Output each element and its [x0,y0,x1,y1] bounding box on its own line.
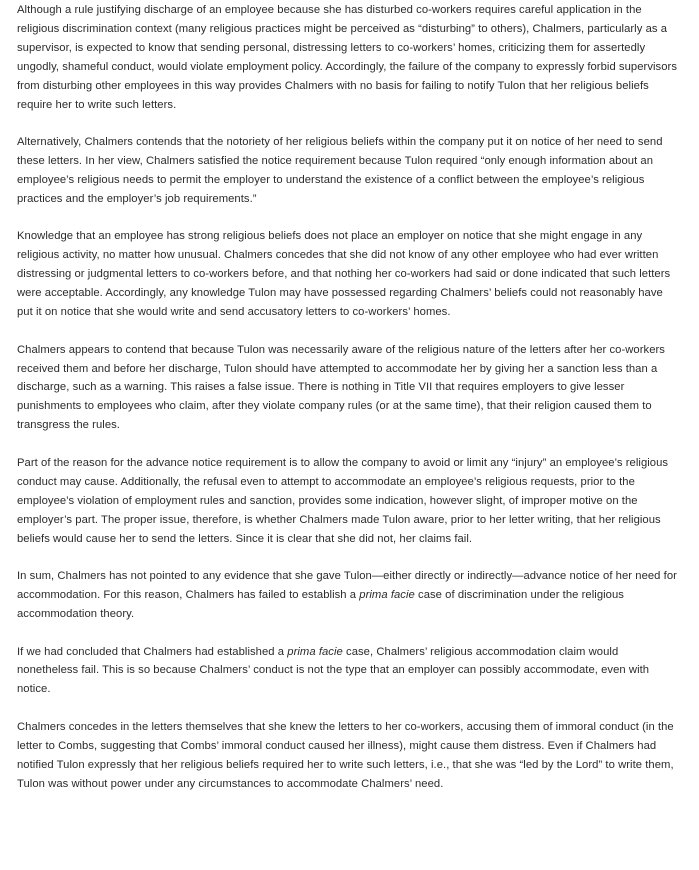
paragraph-3 [17,227,679,322]
paragraph-2 [17,133,679,209]
paragraph-8 [17,718,679,794]
paragraph-7 [17,643,679,700]
paragraph-6 [17,567,679,624]
paragraph-text: Chalmers appears to contend that because Tulon was necessarily aware of the religious nature of the letters after her co-workers received them and before her discharge, Tulon should have attempted to accommodate her by giving her a sanction less than a discharge, such as a warning. This raises a false issue. There is nothing in Title VII that requires employers to give lesser punishments to employees who claim, after they violate company rules (or at the same time), that their religion caused them to transgress the rules. [17,343,665,432]
document-body [0,1,699,794]
paragraph-text: Part of the reason for the advance notice requirement is to allow the company to avoid or limit any “injury” an employee’s religious conduct may cause. Additionally, the refusal even to attempt to accommodate an employee’s religious requests, prior to the employee’s violation of employment rules and sanction, provides some indication, however slight, of improper motive on the employer’s part. The proper issue, therefore, is whether Chalmers made Tulon aware, prior to her letter writing, that her religious beliefs would cause her to send the letters. Since it is clear that she did not, her claims fail. [17,456,669,545]
paragraph-1 [17,1,679,114]
paragraph-text: In sum, Chalmers has not pointed to any evidence that she gave Tulon—either directly or indirectly—advance notice of her need for accommodation. For this reason, Chalmers has failed to establish a [17,570,677,601]
paragraph-5 [17,454,679,549]
paragraph-text: If we had concluded that Chalmers had established a [17,645,288,658]
italic-term: prima facie [287,645,343,658]
paragraph-text: Chalmers concedes in the letters themselves that she knew the letters to her co-workers, accusing them of immoral conduct (in the letter to Combs, suggesting that Combs’ immoral conduct caused her illness), might cause them distress. Even if Chalmers had notified Tulon expressly that her religious beliefs required her to write such letters, i.e., that she was “led by the Lord” to write them, Tulon was without power under any circumstances to accommodate Chalmers’ need. [17,720,674,790]
paragraph-text: case of discrimination under the religious accommodation theory. [17,589,624,620]
paragraph-4 [17,341,679,436]
paragraph-text: Alternatively, Chalmers contends that the notoriety of her religious beliefs within the company put it on notice of her need to send these letters. In her view, Chalmers satisfied the notice requirement because Tulon required “only enough information about an employee’s religious needs to permit the employer to understand the existence of a conflict between the employee’s religious practices and the employer’s job requirements.” [17,136,663,205]
italic-term: prima facie [359,589,415,601]
paragraph-text: Although a rule justifying discharge of an employee because she has disturbed co-workers requires careful application in the religious discrimination context (many religious practices might be perceived as “disturbing” to others), Chalmers, particularly as a supervisor, is expected to know that sending personal, distressing letters to co-workers’ homes, criticizing them for assertedly ungodly, shameful conduct, would violate employment policy. Accordingly, the failure of the company to expressly forbid supervisors from disturbing other employees in this way provides Chalmers with no basis for failing to notify Tulon that her religious beliefs require her to write such letters. [17,4,678,111]
paragraph-text: Knowledge that an employee has strong religious beliefs does not place an employer on notice that she might engage in any religious activity, no matter how unusual. Chalmers concedes that she did not know of any other employee who had ever written distressing or judgmental letters to co-workers before, and that nothing her co-workers had said or done indicated that such letters were acceptable. Accordingly, any knowledge Tulon may have possessed regarding Chalmers’ beliefs could not reasonably have put it on notice that she would write and send accusatory letters to co-workers’ homes. [17,230,671,319]
paragraph-text: case, Chalmers’ religious accommodation claim would nonetheless fail. This is so because Chalmers’ conduct is not the type that an employer can possibly accommodate, even with notice. [17,645,650,696]
